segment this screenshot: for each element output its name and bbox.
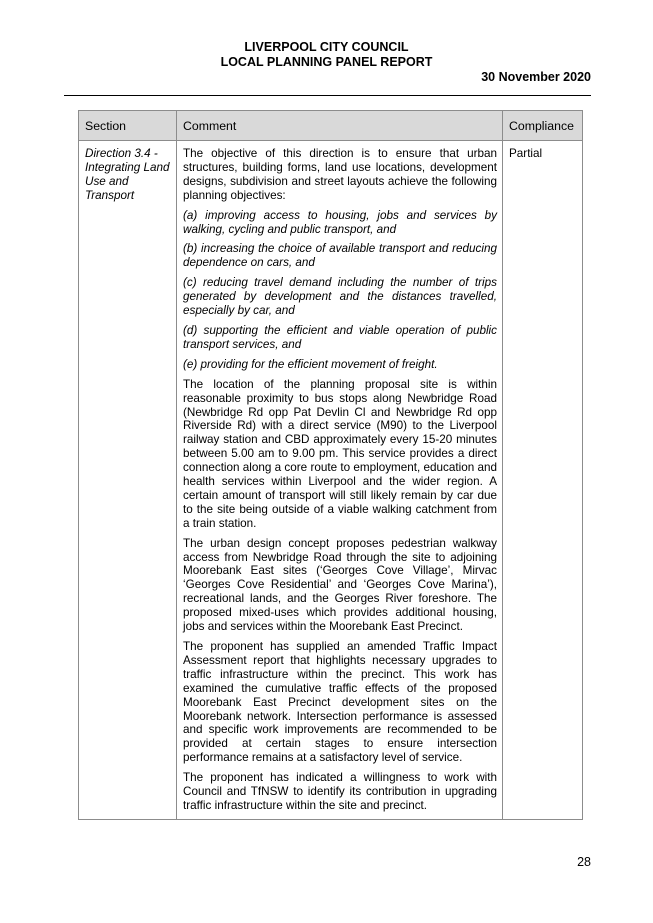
comment-cell	[177, 141, 503, 820]
comment-paragraph: (b) increasing the choice of available transport and reducing dependence on cars, and	[183, 242, 497, 270]
comment-paragraph: (e) providing for the efficient movement of freight.	[183, 357, 438, 371]
comment-paragraph: (d) supporting the efficient and viable operation of public transport services, and	[183, 323, 497, 351]
page-number: 28	[577, 855, 591, 869]
report-date: 30 November 2020	[481, 70, 591, 84]
council-name: LIVERPOOL CITY COUNCIL	[244, 40, 409, 54]
table-row	[79, 141, 583, 820]
comment-paragraph: (a) improving access to housing, jobs and services by walking, cycling and public transport, and	[183, 208, 497, 236]
comment-paragraph: (c) reducing travel demand including the number of trips generated by development and the distances travelled, especially by car, and	[183, 276, 497, 318]
column-header-section: Section	[79, 111, 177, 141]
column-header-compliance: Compliance	[503, 111, 583, 141]
comment-paragraph: The proponent has indicated a willingness to work with Council and TfNSW to identify its contribution in upgrading traffic infrastructure within the site and precinct.	[183, 771, 497, 812]
comment-paragraph: The location of the planning proposal site is within reasonable proximity to bus stops along Newbridge Road (Newbridge Rd opp Pat Devlin Cl and Newbridge Rd opp Riverside Rd) with a direct service (M90) to the Liverpool railway station and CBD approximately every 15-20 minutes between 5.00 am to 9.00 pm. This service provides a direct connection along a core route to employment, education and health services within Liverpool and the wider region. A certain amount of transport will still likely remain by car due to the site being outside of a viable walking catchment from a train station.	[183, 377, 497, 530]
comment-paragraph: The urban design concept proposes pedestrian walkway access from Newbridge Road through the site to adjoining Moorebank East sites (‘Georges Cove Village’, Mirvac ‘Georges Cove Residential’ and ‘Georges Cove Marina’), recreational lands, and the Georges River foreshore. The proposed mixed-uses which provides additional housing, jobs and services within the Moorebank East Precinct.	[183, 536, 497, 634]
compliance-cell: Partial	[503, 141, 583, 820]
column-header-comment: Comment	[177, 111, 503, 141]
section-cell: Direction 3.4 - Integrating Land Use and Transport	[79, 141, 177, 820]
header-rule	[64, 95, 591, 96]
compliance-table	[78, 110, 583, 820]
report-title: LOCAL PLANNING PANEL REPORT	[220, 55, 433, 69]
comment-paragraph: The proponent has supplied an amended Traffic Impact Assessment report that highlights necessary upgrades to traffic infrastructure within the precinct. This work has examined the cumulative traffic effects of the proposed Moorebank East Precinct development sites on the Moorebank network. Intersection performance is assessed and specific work improvements are recommended to be provided at certain stages to ensure intersection performance remains at a satisfactory level of service.	[183, 640, 497, 765]
comment-paragraph: The objective of this direction is to ensure that urban structures, building forms, land use locations, development designs, subdivision and street layouts achieve the following planning objectives:	[183, 147, 497, 202]
table-header-row	[79, 111, 583, 141]
